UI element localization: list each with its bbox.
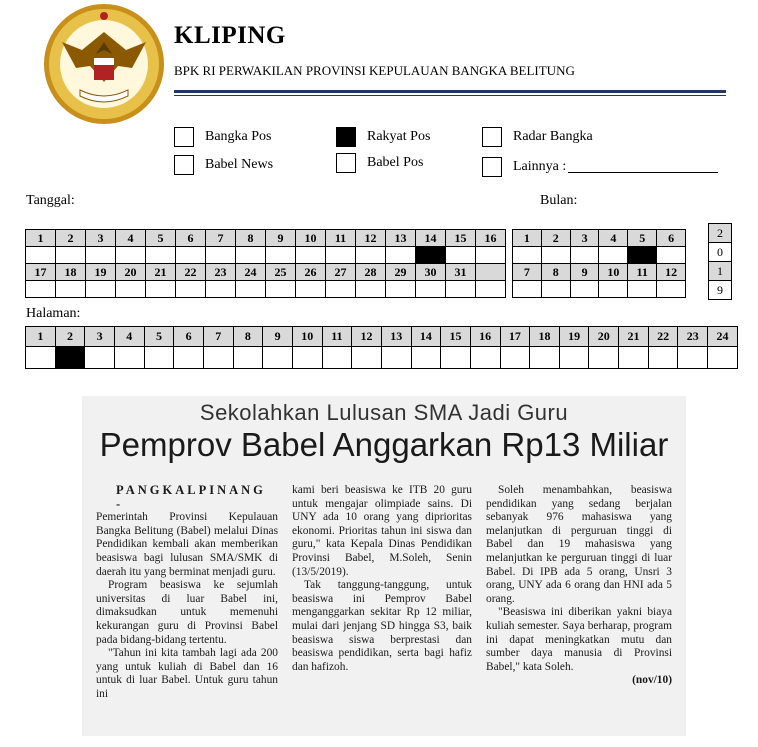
source-bangka-pos[interactable] (174, 127, 272, 147)
tanggal-mark[interactable] (116, 281, 146, 298)
tanggal-mark[interactable] (206, 247, 236, 264)
article-paragraph: Program beasiswa ke sejumlah universitas di luar Babel ini, dimaksudkan untuk memenuhi kekurangan guru di Provinsi Babel pada bidang-bidang tertentu. (96, 579, 278, 646)
article-paragraph: "Beasiswa ini diberikan yakni biaya kuliah semester. Saya berharap, program ini dapat meningkatkan mutu dan sumber daya manusia di Provinsi Babel," kata Soleh. (486, 606, 672, 673)
tanggal-number: 29 (386, 264, 416, 281)
bulan-number: 1 (513, 230, 542, 247)
checkbox-checked-icon[interactable] (336, 127, 356, 147)
tanggal-table (25, 229, 506, 298)
bulan-number: 12 (657, 264, 686, 281)
tanggal-mark[interactable] (356, 281, 386, 298)
halaman-number: 11 (322, 327, 352, 347)
bulan-table (512, 229, 686, 298)
tanggal-label: Tanggal: (26, 193, 75, 208)
tanggal-number: 17 (26, 264, 56, 281)
halaman-number: 6 (174, 327, 204, 347)
halaman-mark[interactable] (411, 347, 441, 369)
halaman-mark[interactable] (589, 347, 619, 369)
halaman-number: 3 (85, 327, 115, 347)
bpk-logo-emblem (42, 2, 166, 126)
tanggal-mark[interactable] (296, 281, 326, 298)
page-subtitle: BPK RI PERWAKILAN PROVINSI KEPULAUAN BANGKA BELITUNG (174, 63, 575, 78)
article-paragraph: Pemerintah Provinsi Kepulauan Bangka Belitung (Babel) melalui Dinas Pendidikan kembali akan memberikan beasiswa bagi lulusan SMA/SMK di daerah itu yang berminat menjadi guru. (96, 511, 278, 578)
tanggal-number: 28 (356, 264, 386, 281)
tanggal-number: 7 (206, 230, 236, 247)
tanggal-mark-selected[interactable] (416, 247, 446, 264)
tahun-table (708, 223, 732, 300)
tanggal-mark[interactable] (206, 281, 236, 298)
bulan-number: 7 (513, 264, 542, 281)
tanggal-number: 26 (296, 264, 326, 281)
halaman-label: Halaman: (26, 306, 81, 321)
tanggal-mark[interactable] (146, 247, 176, 264)
article-column-1 (96, 484, 278, 702)
tanggal-number: 13 (386, 230, 416, 247)
bulan-mark[interactable] (599, 281, 628, 298)
bulan-number: 9 (570, 264, 599, 281)
tanggal-mark[interactable] (356, 247, 386, 264)
bulan-mark-selected[interactable] (628, 247, 657, 264)
tanggal-number: 6 (176, 230, 206, 247)
halaman-mark[interactable] (85, 347, 115, 369)
tanggal-number: 23 (206, 264, 236, 281)
tanggal-mark[interactable] (176, 281, 206, 298)
halaman-number: 20 (589, 327, 619, 347)
source-lainnya[interactable] (482, 157, 718, 177)
halaman-mark[interactable] (174, 347, 204, 369)
article-author-code: (nov/10) (632, 674, 672, 687)
tanggal-number: 18 (56, 264, 86, 281)
tanggal-mark[interactable] (476, 247, 506, 264)
tanggal-number: 27 (326, 264, 356, 281)
bulan-number: 6 (657, 230, 686, 247)
halaman-number: 17 (500, 327, 530, 347)
halaman-number: 7 (203, 327, 233, 347)
tanggal-mark[interactable] (86, 247, 116, 264)
tanggal-mark[interactable] (416, 281, 446, 298)
tanggal-mark[interactable] (236, 281, 266, 298)
tanggal-mark[interactable] (116, 247, 146, 264)
halaman-mark[interactable] (292, 347, 322, 369)
source-rakyat-pos[interactable] (336, 127, 430, 147)
halaman-number: 4 (114, 327, 144, 347)
halaman-number: 16 (470, 327, 500, 347)
halaman-number: 10 (292, 327, 322, 347)
halaman-mark-selected[interactable] (55, 347, 85, 369)
article-column-2 (292, 484, 472, 674)
halaman-number: 21 (619, 327, 649, 347)
bulan-number: 4 (599, 230, 628, 247)
tahun-digit: 9 (709, 281, 732, 300)
tanggal-mark[interactable] (296, 247, 326, 264)
bulan-mark[interactable] (513, 281, 542, 298)
halaman-mark[interactable] (352, 347, 382, 369)
tahun-digit: 2 (709, 224, 732, 243)
bulan-mark[interactable] (628, 281, 657, 298)
tanggal-number: 24 (236, 264, 266, 281)
halaman-number: 23 (678, 327, 708, 347)
tanggal-number: 30 (416, 264, 446, 281)
halaman-mark[interactable] (559, 347, 589, 369)
tanggal-mark[interactable] (146, 281, 176, 298)
halaman-number: 1 (26, 327, 56, 347)
source-label: Lainnya : (513, 159, 567, 174)
tanggal-mark[interactable] (386, 281, 416, 298)
halaman-mark[interactable] (441, 347, 471, 369)
checkbox-icon[interactable] (174, 127, 194, 147)
tanggal-number: 25 (266, 264, 296, 281)
source-babel-pos[interactable] (336, 153, 423, 173)
tanggal-number: 1 (26, 230, 56, 247)
bulan-number: 10 (599, 264, 628, 281)
halaman-number: 15 (441, 327, 471, 347)
tanggal-number: 19 (86, 264, 116, 281)
bulan-number: 3 (570, 230, 599, 247)
tanggal-number: 11 (326, 230, 356, 247)
bulan-mark[interactable] (541, 247, 570, 264)
tahun-digit: 0 (709, 243, 732, 262)
tanggal-number: 14 (416, 230, 446, 247)
article-paragraph: "Tahun ini kita tambah lagi ada 200 yang untuk kuliah di Babel dan 16 untuk di luar Babel. Untuk guru tahun ini (96, 647, 278, 700)
bulan-mark[interactable] (541, 281, 570, 298)
halaman-mark[interactable] (203, 347, 233, 369)
article-paragraph: kami beri beasiswa ke ITB 20 guru untuk mengajar olimpiade sains. Di UNY ada 10 orang yang diprioritas ekonomi. Prioritas tahun ini siswa dan guru," kata Kepala Dinas Pendidikan Provinsi Babel, M.Soleh, Senin (13/5/2019). (292, 484, 472, 578)
halaman-mark[interactable] (530, 347, 560, 369)
bulan-number: 8 (541, 264, 570, 281)
bulan-mark[interactable] (570, 247, 599, 264)
tanggal-number: 3 (86, 230, 116, 247)
halaman-number: 14 (411, 327, 441, 347)
halaman-mark[interactable] (263, 347, 293, 369)
bulan-label: Bulan: (540, 193, 578, 208)
tanggal-mark[interactable] (386, 247, 416, 264)
tanggal-number: 31 (446, 264, 476, 281)
halaman-number: 9 (263, 327, 293, 347)
article-paragraph: Soleh menambahkan, beasiswa pendidikan yang sedang berjalan sebanyak 976 mahasiswa yang melanjutkan di perguruan tinggi di Babel dan 19 mahasiswa yang melanjutkan ke perguruan tinggi di luar Babel. Di IPB ada 5 orang, Unsri 3 orang, UNY ada 6 orang dan HNI ada 5 orang. (486, 484, 672, 605)
header-divider-thick (174, 90, 726, 93)
halaman-number: 18 (530, 327, 560, 347)
halaman-mark[interactable] (678, 347, 708, 369)
halaman-mark[interactable] (26, 347, 56, 369)
tanggal-number: 16 (476, 230, 506, 247)
tanggal-mark[interactable] (236, 247, 266, 264)
tanggal-mark[interactable] (266, 281, 296, 298)
tanggal-mark[interactable] (446, 247, 476, 264)
bulan-mark[interactable] (513, 247, 542, 264)
bulan-mark[interactable] (570, 281, 599, 298)
tanggal-mark[interactable] (446, 281, 476, 298)
bulan-mark[interactable] (657, 281, 686, 298)
tahun-digit: 1 (709, 262, 732, 281)
article-dateline: PANGKALPINANG - (116, 483, 266, 511)
source-label: Babel News (205, 157, 274, 172)
page-title: KLIPING (174, 22, 286, 49)
source-label: Rakyat Pos (367, 129, 431, 144)
source-label: Babel Pos (367, 155, 424, 170)
tanggal-number: 20 (116, 264, 146, 281)
article-headline: Pemprov Babel Anggarkan Rp13 Miliar (99, 426, 669, 463)
halaman-number: 19 (559, 327, 589, 347)
tanggal-mark[interactable] (26, 247, 56, 264)
halaman-number: 24 (708, 327, 738, 347)
tanggal-number: 22 (176, 264, 206, 281)
article-column-3 (486, 484, 672, 688)
checkbox-icon[interactable] (482, 157, 502, 177)
halaman-number: 12 (352, 327, 382, 347)
tanggal-number: 9 (266, 230, 296, 247)
checkbox-icon[interactable] (174, 155, 194, 175)
halaman-table (25, 326, 738, 369)
bulan-mark[interactable] (599, 247, 628, 264)
halaman-number: 2 (55, 327, 85, 347)
tanggal-mark[interactable] (86, 281, 116, 298)
tanggal-number: 5 (146, 230, 176, 247)
tanggal-number: 15 (446, 230, 476, 247)
tanggal-number: 2 (56, 230, 86, 247)
source-label: Radar Bangka (513, 129, 593, 144)
halaman-number: 5 (144, 327, 174, 347)
bulan-number: 2 (541, 230, 570, 247)
bulan-number: 11 (628, 264, 657, 281)
halaman-mark[interactable] (322, 347, 352, 369)
tanggal-mark[interactable] (476, 281, 506, 298)
tanggal-mark[interactable] (26, 281, 56, 298)
source-babel-news[interactable] (174, 155, 273, 175)
tanggal-number: 10 (296, 230, 326, 247)
tanggal-number: 12 (356, 230, 386, 247)
halaman-mark[interactable] (144, 347, 174, 369)
tanggal-mark[interactable] (56, 247, 86, 264)
tanggal-number: 4 (116, 230, 146, 247)
tanggal-number: 21 (146, 264, 176, 281)
bulan-number: 5 (628, 230, 657, 247)
checkbox-icon[interactable] (336, 153, 356, 173)
halaman-number: 22 (648, 327, 678, 347)
checkbox-icon[interactable] (482, 127, 502, 147)
halaman-mark[interactable] (708, 347, 738, 369)
halaman-number: 8 (233, 327, 263, 347)
tanggal-number (476, 264, 506, 281)
tanggal-mark[interactable] (326, 281, 356, 298)
halaman-mark[interactable] (114, 347, 144, 369)
news-clipping (82, 396, 686, 736)
tanggal-mark[interactable] (266, 247, 296, 264)
tanggal-mark[interactable] (326, 247, 356, 264)
article-paragraph: Tak tanggung-tanggung, untuk beasiswa ini Pemprov Babel menganggarkan sekitar Rp 12 miliar, mulai dari jenjang SD hingga S3, baik beasiswa siswa berprestasi dan beasiswa pendidikan, serta bagi hafiz dan hafizoh. (292, 579, 472, 673)
article-kicker: Sekolahkan Lulusan SMA Jadi Guru (199, 400, 569, 425)
halaman-mark[interactable] (500, 347, 530, 369)
tanggal-mark[interactable] (176, 247, 206, 264)
halaman-number: 13 (381, 327, 411, 347)
halaman-mark[interactable] (233, 347, 263, 369)
halaman-mark[interactable] (470, 347, 500, 369)
halaman-mark[interactable] (619, 347, 649, 369)
source-label: Bangka Pos (205, 129, 272, 144)
halaman-mark[interactable] (381, 347, 411, 369)
tanggal-number: 8 (236, 230, 266, 247)
source-radar-bangka[interactable] (482, 127, 593, 147)
tanggal-mark[interactable] (56, 281, 86, 298)
halaman-mark[interactable] (648, 347, 678, 369)
lainnya-blank-line[interactable] (568, 161, 718, 173)
bulan-mark[interactable] (657, 247, 686, 264)
header-divider-thin (174, 95, 726, 96)
